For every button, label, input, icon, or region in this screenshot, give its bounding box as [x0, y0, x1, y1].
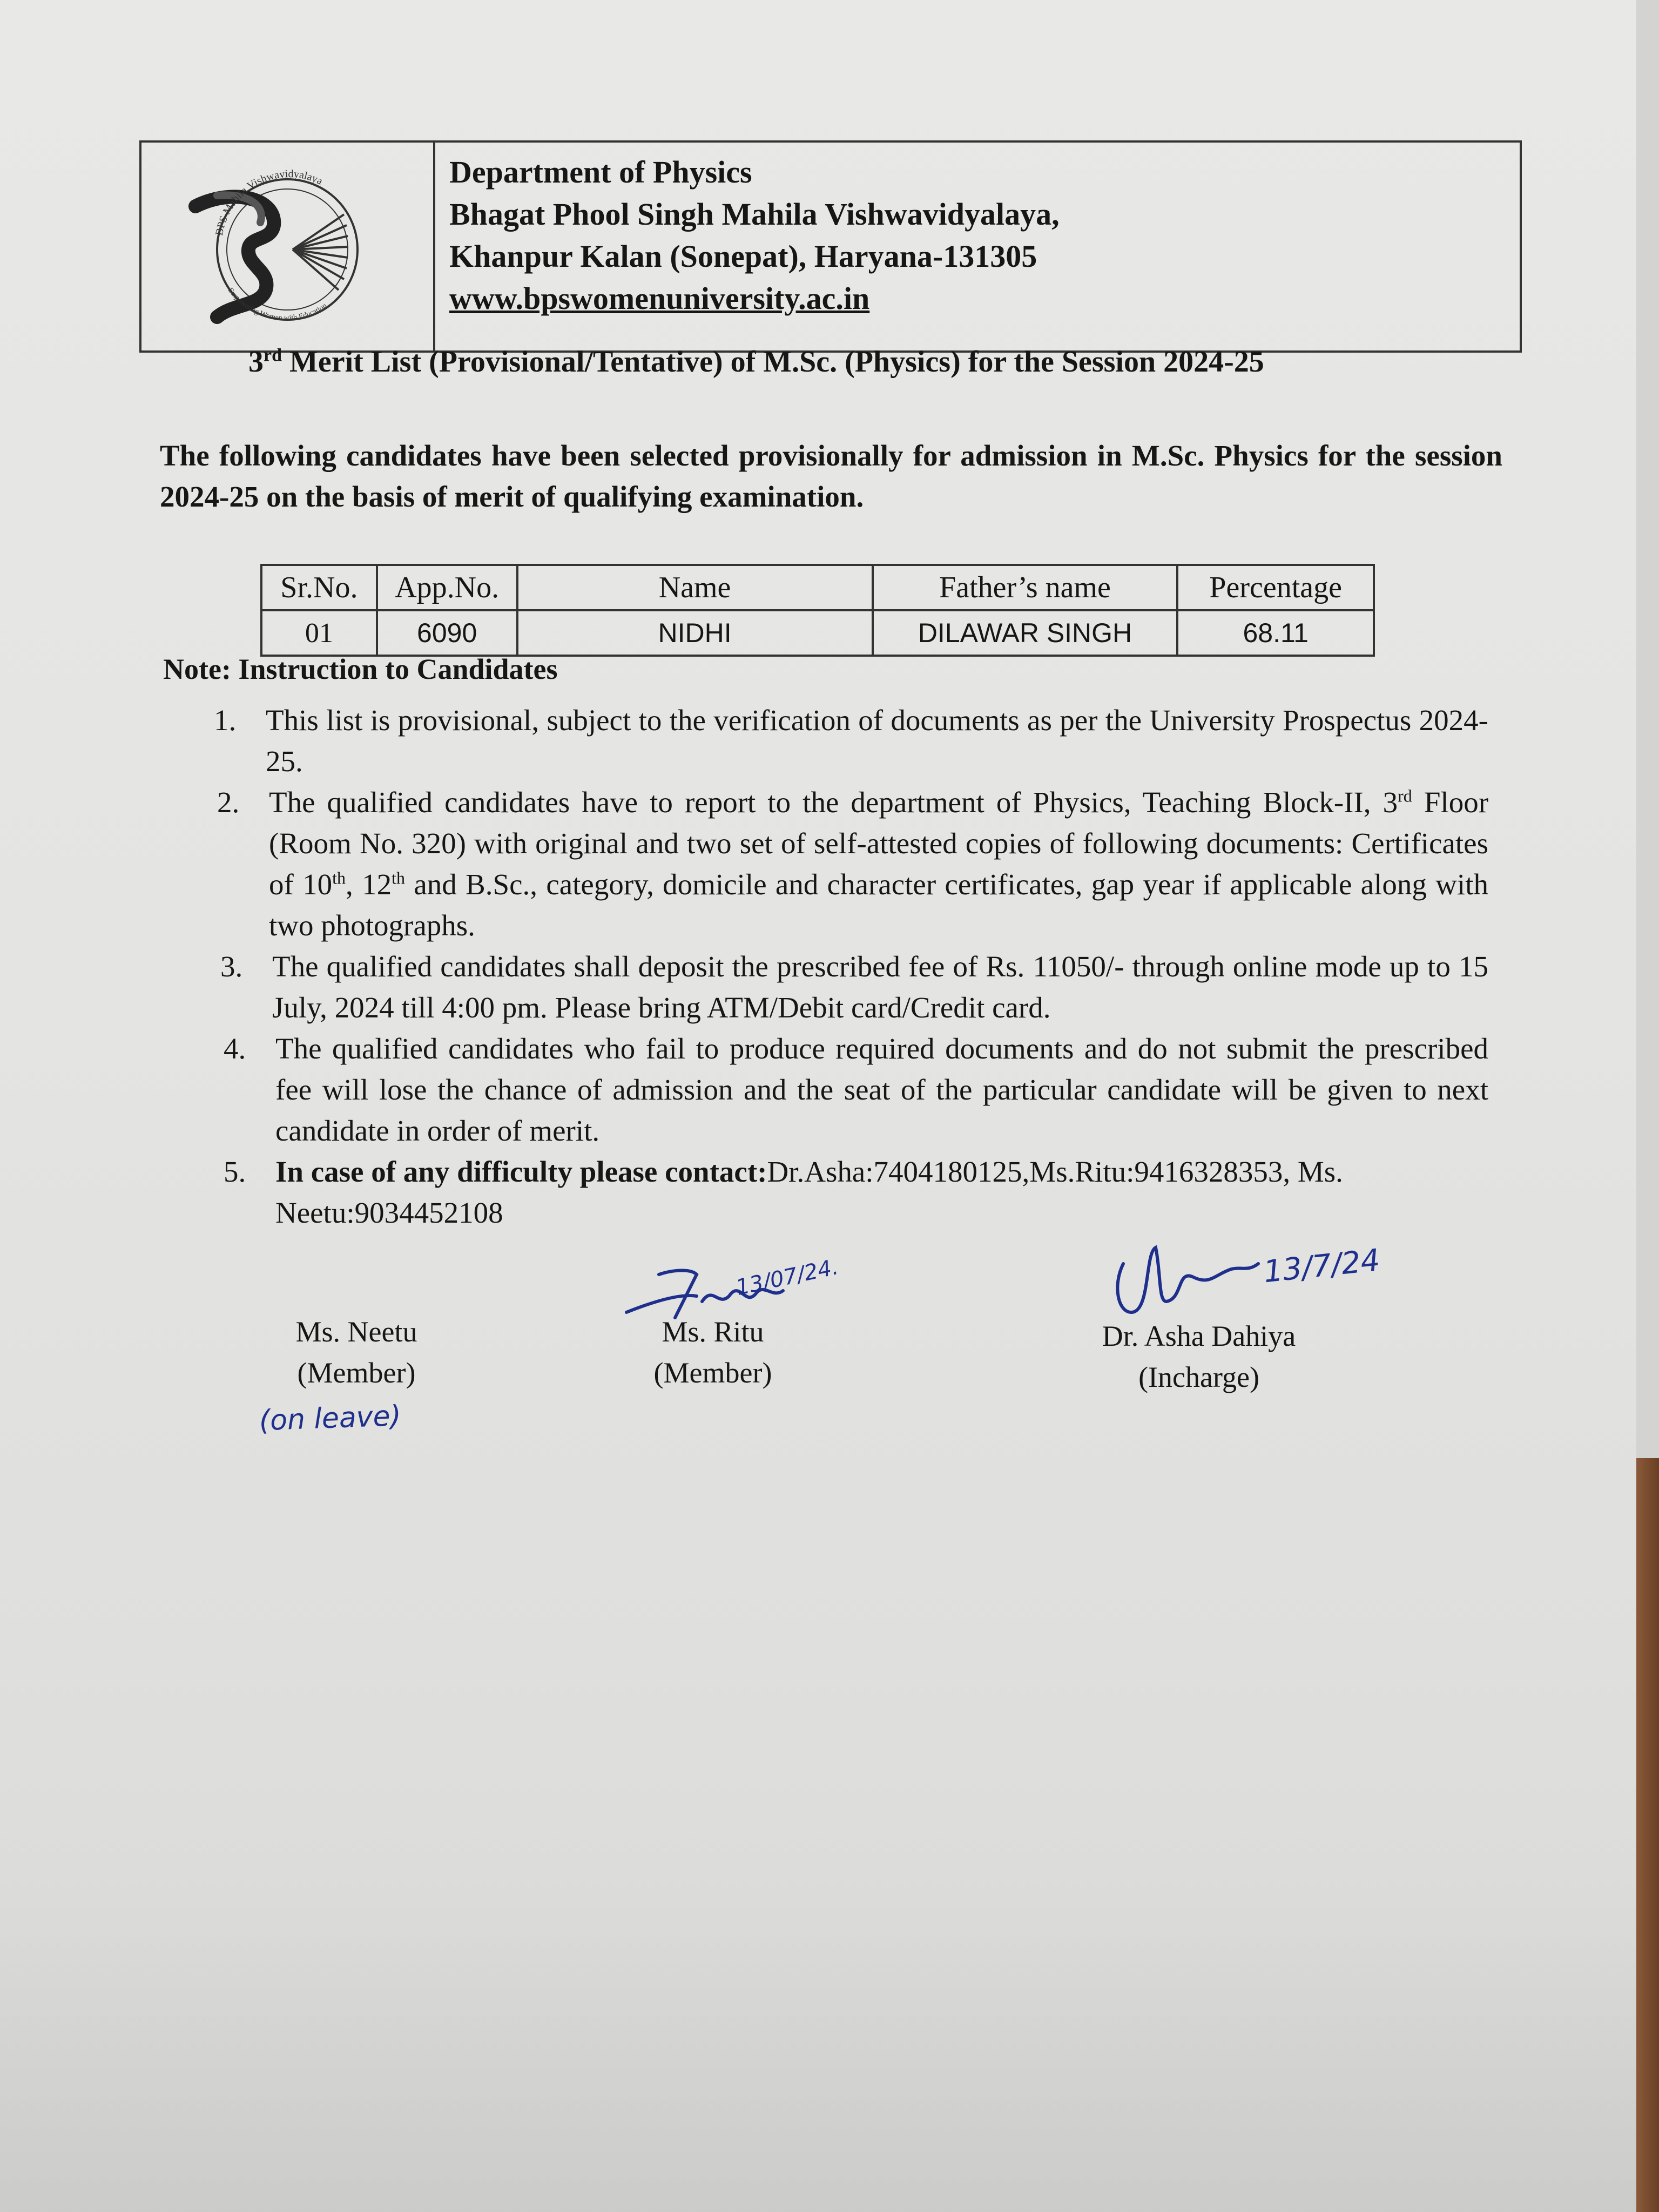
instruction-text: This list is provisional, subject to the verification of documents as per the University Prospectus 2024-25.	[266, 704, 1488, 778]
instruction-text: The qualified candidates who fail to produce required documents and do not submit the prescribed fee will lose the chance of admission and the seat of the particular candidate will be given to next candidate in order of merit.	[275, 1032, 1488, 1147]
signatory-role: (Member)	[297, 1357, 416, 1389]
letterhead	[139, 140, 1522, 353]
instruction-text	[275, 1151, 1488, 1233]
list-number: 4.	[224, 1032, 246, 1065]
cell-name: NIDHI	[517, 610, 873, 656]
instruction-text-part: and B.Sc., category, domicile and character certificates, gap year if applicable along with two photographs.	[269, 868, 1488, 942]
column-header-app-no: App.No.	[377, 565, 517, 610]
signatory-name: Ms. Ritu	[662, 1316, 764, 1348]
handwritten-note-text: (on leave)	[258, 1400, 402, 1438]
on-leave-handwritten-note	[254, 1393, 459, 1447]
document-title	[248, 345, 1264, 379]
contact-numbers: Dr.Asha:7404180125,Ms.Ritu:9416328353, Ms. Neetu:9034452108	[275, 1155, 1343, 1229]
column-header-fathers-name: Father’s name	[873, 565, 1178, 610]
signatory-role: (Member)	[653, 1357, 772, 1389]
list-number: 3.	[220, 950, 243, 983]
ritu-signature-date: 13/07/24.	[733, 1255, 841, 1301]
intro-paragraph: The following candidates have been selected provisionally for admission in M.Sc. Physics for the session 2024-25 on the basis of merit of qualifying examination.	[160, 439, 1502, 513]
column-header-sr-no: Sr.No.	[261, 565, 377, 610]
table-row	[261, 610, 1374, 656]
instruction-list	[214, 700, 1488, 1233]
column-header-percentage: Percentage	[1177, 565, 1374, 610]
signatory-role: (Incharge)	[1138, 1361, 1259, 1393]
university-logo	[141, 143, 435, 350]
list-item	[214, 782, 1488, 946]
title-ordinal-suffix: rd	[264, 345, 282, 366]
signatory-ritu	[643, 1311, 783, 1393]
list-item	[214, 700, 1488, 782]
instruction-text: The qualified candidates shall deposit the prescribed fee of Rs. 11050/- through online mode up to 15 July, 2024 till 4:00 pm. Please bring ATM/Debit card/Credit card.	[272, 950, 1488, 1024]
cell-fathers-name: DILAWAR SINGH	[873, 610, 1178, 656]
asha-signature-date: 13/7/24	[1262, 1243, 1382, 1290]
title-text: Merit List (Provisional/Tentative) of M.Sc. (Physics) for the Session 2024-25	[282, 345, 1264, 379]
university-website-link[interactable]: www.bpswomenuniversity.ac.in	[449, 281, 870, 316]
university-name: Bhagat Phool Singh Mahila Vishwavidyalaya,	[449, 197, 1060, 232]
note-heading: Note: Instruction to Candidates	[163, 653, 558, 685]
ordinal-suffix: th	[392, 868, 405, 888]
university-logo-icon	[185, 155, 390, 339]
list-item	[214, 946, 1488, 1028]
ordinal-suffix: th	[332, 868, 346, 888]
list-number: 2.	[217, 786, 240, 819]
instruction-text	[269, 782, 1488, 946]
cell-sr-no: 01	[261, 610, 377, 656]
title-number: 3	[248, 345, 264, 379]
letterhead-text	[435, 143, 1060, 350]
signatory-neetu	[281, 1311, 432, 1393]
cell-percentage: 68.11	[1177, 610, 1374, 656]
logo-text-bottom: Empowering Women with Education	[226, 286, 329, 322]
desk-edge	[1636, 1458, 1659, 2212]
instruction-text-part: , 12	[346, 868, 392, 901]
logo-text-top: BPS Mahila Vishwavidyalaya	[213, 167, 325, 237]
table-header-row	[261, 565, 1374, 610]
list-item	[214, 1151, 1488, 1233]
column-header-name: Name	[517, 565, 873, 610]
cell-app-no: 6090	[377, 610, 517, 656]
contact-label: In case of any difficulty please contact:	[275, 1155, 767, 1188]
list-number: 5.	[224, 1155, 246, 1188]
signatory-name: Ms. Neetu	[295, 1316, 417, 1348]
list-number: 1.	[214, 704, 237, 737]
instruction-text-part: The qualified candidates have to report to the department of Physics, Teaching Block-II, 3	[269, 786, 1398, 819]
list-item	[214, 1028, 1488, 1151]
instruction-text-part: Floor (Room No. 320) with original and two set of self-attested copies of following documents: Certificates of 10	[269, 786, 1489, 901]
signatory-asha	[1091, 1316, 1307, 1398]
signatory-name: Dr. Asha Dahiya	[1102, 1320, 1296, 1352]
university-address: Khanpur Kalan (Sonepat), Haryana-131305	[449, 239, 1037, 274]
paper-shadow	[0, 1869, 1636, 2212]
ordinal-suffix: rd	[1398, 786, 1412, 806]
department-name: Department of Physics	[449, 154, 752, 190]
merit-table	[260, 564, 1375, 657]
